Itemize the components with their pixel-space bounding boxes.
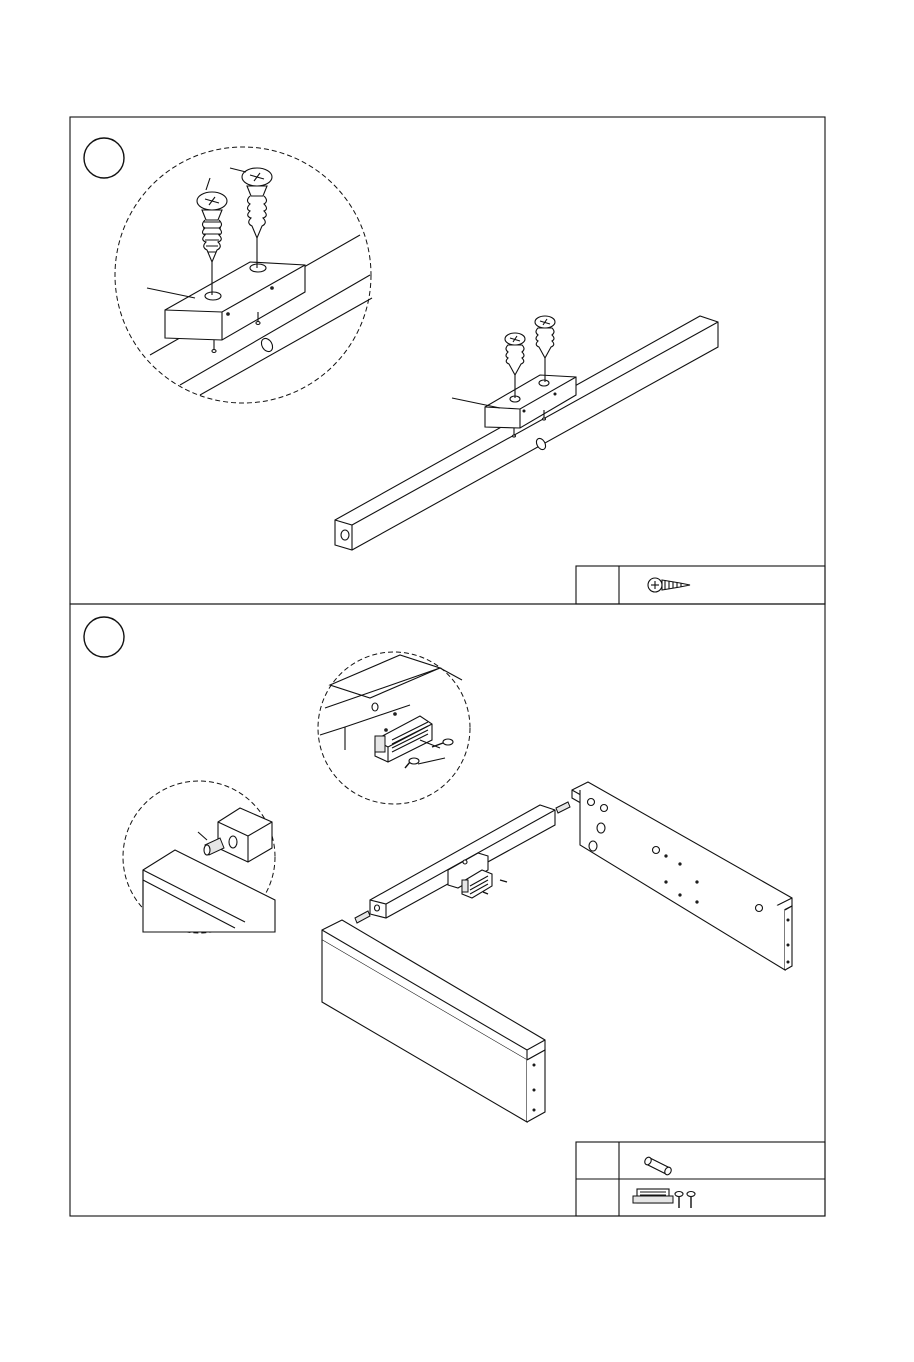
- step-1-detail-circle: [115, 147, 372, 403]
- step-2-side-panel: [572, 782, 792, 970]
- step-2-dowel-detail-circle: [123, 781, 275, 933]
- step-2-panel: [70, 604, 825, 1216]
- step-1-panel: [70, 117, 825, 604]
- step-1-parts-table: [576, 566, 825, 604]
- wood-screw-icon: [648, 578, 690, 592]
- step-2-number-circle: [84, 617, 124, 657]
- screw-main-right: [535, 316, 555, 382]
- step-1-number-circle: [84, 138, 124, 178]
- magnetic-catch-with-screws-icon: [633, 1189, 695, 1208]
- step-1-rail: [335, 316, 718, 550]
- step-2-cross-rail: [355, 802, 570, 923]
- step-2-catch-detail-circle: [318, 652, 470, 804]
- step-2-parts-table: [576, 1142, 825, 1216]
- dowel-icon: [643, 1156, 672, 1176]
- step-2-front-panel: [322, 920, 545, 1122]
